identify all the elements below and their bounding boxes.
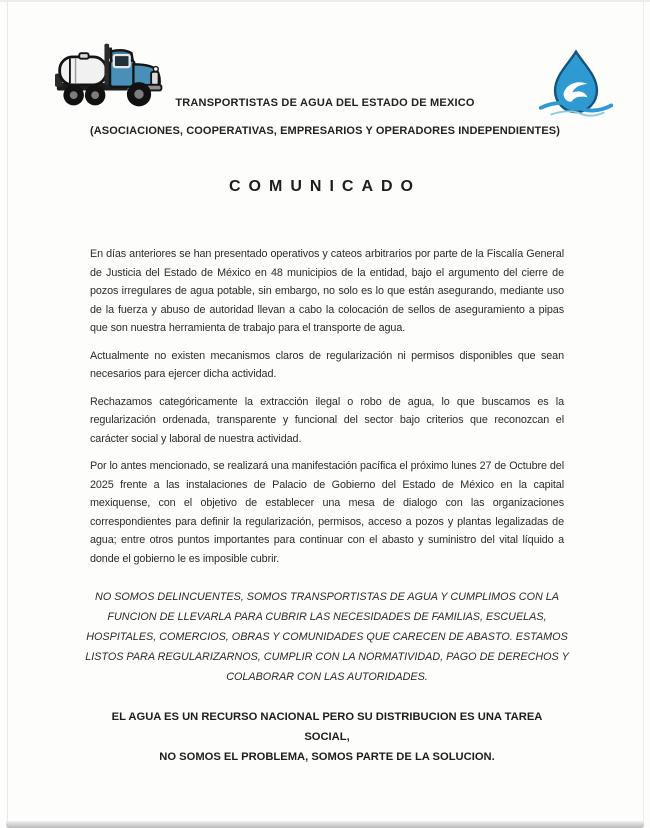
body-paragraph: En días anteriores se han presentado operativos y cateos arbitrarios por parte de la Fiscalía General de Justicia del Estado de México en 48 municipios de la entidad, bajo el argumento del cierre de pozos irregulares de agua potable, sin embargo, no solo es lo que están asegurando, mediante uso de la fuerza y abuso de autoridad llevan a cabo la colocación de sellos de aseguramiento a pipas que son nuestra herramienta de trabajo para el transporte de agua. [90, 248, 564, 334]
page-edge-bottom [6, 821, 644, 828]
page-edge-right [643, 0, 644, 828]
page-edge-top [0, 0, 650, 2]
body-paragraph: Rechazamos categóricamente la extracción ilegal o robo de agua, lo que buscamos es la regularización ordenada, transparente y funcional del sector bajo criterios que reconozcan el carácter social y laboral de nuestra actividad. [90, 395, 564, 445]
closing-statement [90, 707, 564, 767]
emphasis-paragraph: NO SOMOS DELINCUENTES, SOMOS TRANSPORTISTAS DE AGUA Y CUMPLIMOS CON LA FUNCION DE LLEVARLA PARA CUBRIR LAS NECESIDADES DE FAMILIAS, ESCUELAS, HOSPITALES, COMERCIOS, OBRAS Y COMUNIDADES QUE CARECEN DE ABASTO. ESTAMOS LISTOS PARA REGULARIZARNOS, CUMPLIR CON LA NORMATIVIDAD, PAGO DE DERECHOS Y COLABORAR CON LAS AUTORIDADES. [85, 591, 569, 683]
water-drop-wave-icon [536, 48, 616, 120]
body-paragraph: Por lo antes mencionado, se realizará una manifestación pacífica el próximo lunes 27 de Octubre del 2025 frente a las instalaciones de Palacio de Gobierno del Estado de México en la capital mexiquense, con el objetivo de establecer una mesa de dialogo con las organizaciones correspondientes para definir la regularización, permisos, acceso a pozos y plantas legalizadas de agua; entre otros puntos importantes para continuar con el abasto y suministro del vital líquido a donde el gobierno le es imposible cubrir. [90, 460, 564, 565]
document-heading: COMUNICADO [229, 178, 421, 195]
organization-subtitle: (ASOCIACIONES, COOPERATIVAS, EMPRESARIOS Y OPERADORES INDEPENDIENTES) [90, 125, 560, 137]
page-edge-left [7, 0, 8, 828]
document-body [85, 245, 569, 767]
organization-title: TRANSPORTISTAS DE AGUA DEL ESTADO DE MEXICO [175, 97, 475, 109]
closing-statement-line: EL AGUA ES UN RECURSO NACIONAL PERO SU DISTRIBUCION ES UNA TAREA SOCIAL, [111, 711, 543, 743]
body-paragraph: Actualmente no existen mecanismos claros de regularización ni permisos disponibles que sean necesarios para ejercer dicha actividad. [90, 349, 564, 380]
closing-statement-line: NO SOMOS EL PROBLEMA, SOMOS PARTE DE LA SOLUCION. [159, 751, 495, 763]
